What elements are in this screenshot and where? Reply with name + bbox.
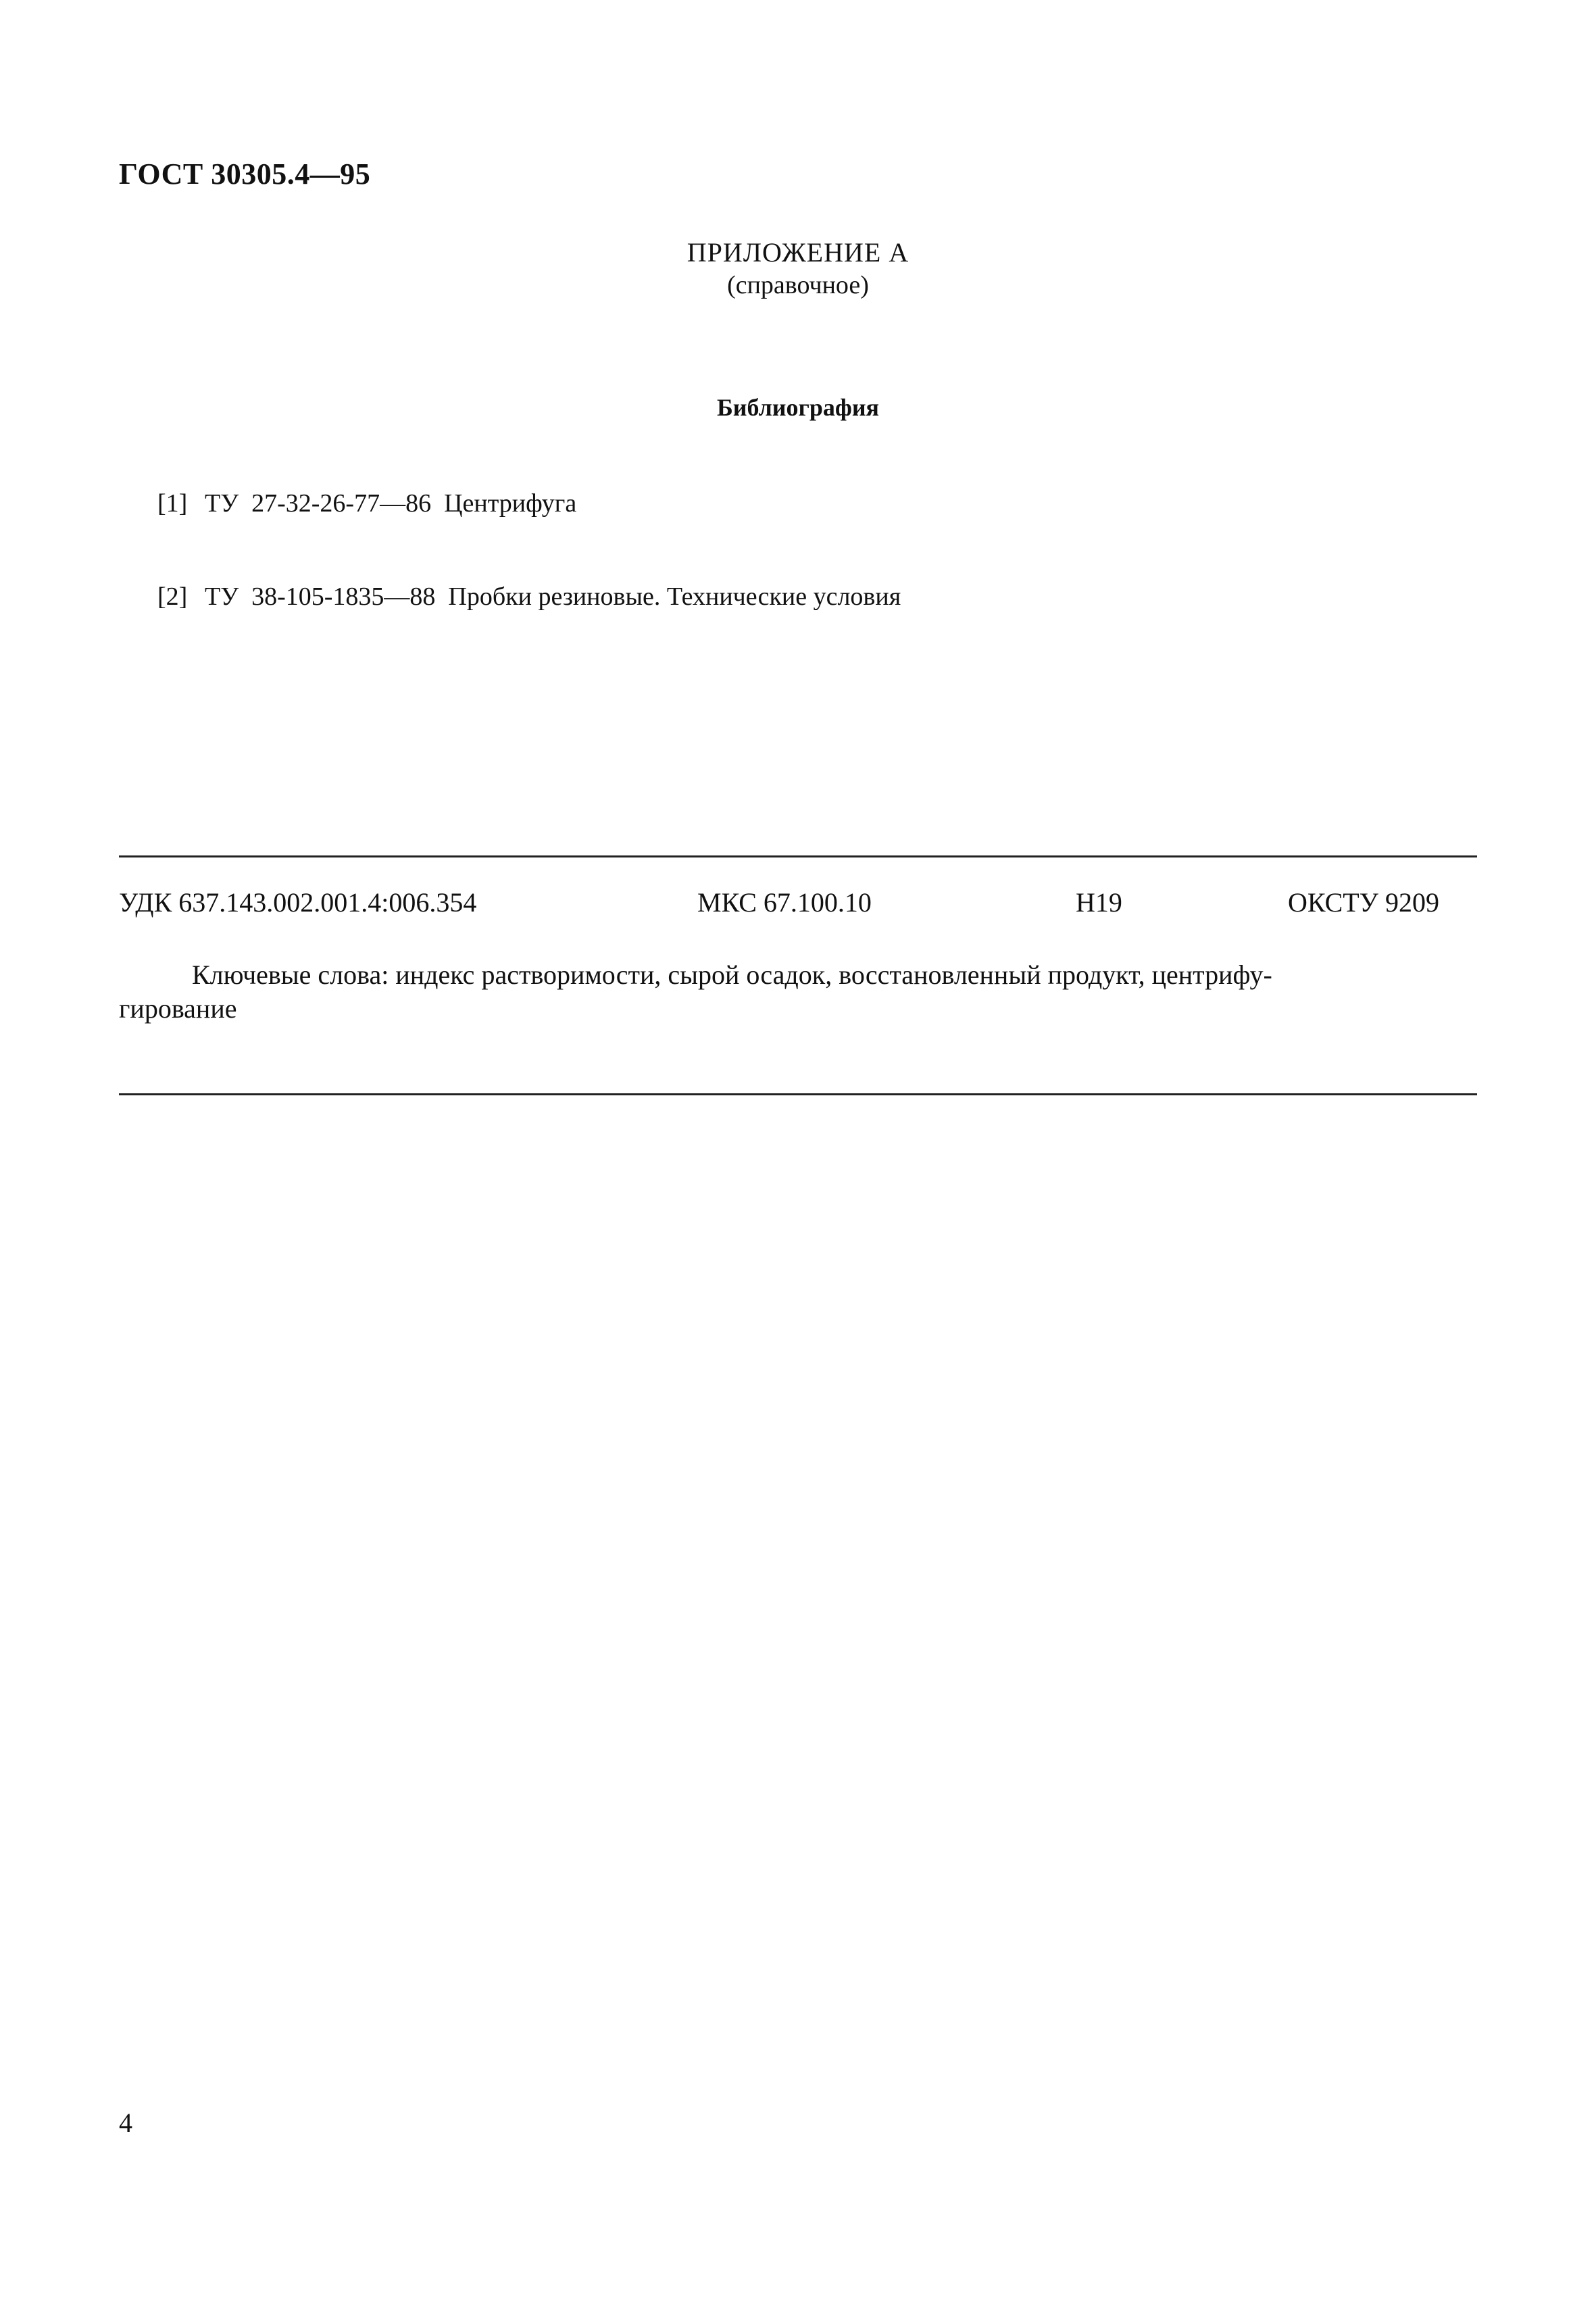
divider-top bbox=[119, 855, 1477, 857]
bibliography-heading: Библиография bbox=[716, 394, 880, 421]
page-number: 4 bbox=[119, 2108, 132, 2138]
reference-text: ТУ 38-105-1835—88 Пробки резиновые. Технические условия bbox=[205, 582, 901, 611]
bibliography-item bbox=[119, 457, 901, 550]
keywords-line: Ключевые слова: индекс растворимости, сырой осадок, восстановленный продукт, центрифу- bbox=[192, 960, 1272, 990]
udc-code: УДК 637.143.002.001.4:006.354 bbox=[119, 887, 477, 918]
appendix-subtitle: (справочное) bbox=[727, 271, 869, 299]
group-code: Н19 bbox=[1076, 887, 1122, 918]
divider-bottom bbox=[119, 1093, 1477, 1095]
document-id: ГОСТ 30305.4—95 bbox=[119, 157, 371, 191]
appendix-title: ПРИЛОЖЕНИЕ А bbox=[687, 237, 909, 268]
bibliography-item bbox=[119, 550, 901, 643]
mks-code: МКС 67.100.10 bbox=[697, 887, 872, 918]
reference-number: [2] bbox=[157, 582, 188, 611]
reference-text: ТУ 27-32-26-77—86 Центрифуга bbox=[205, 489, 577, 518]
appendix-header bbox=[0, 235, 1596, 300]
keywords-line: гирование bbox=[119, 993, 237, 1024]
bibliography-list bbox=[119, 457, 901, 643]
keywords-paragraph bbox=[119, 958, 1477, 1026]
reference-number: [1] bbox=[157, 489, 188, 518]
okstu-code: ОКСТУ 9209 bbox=[1288, 887, 1440, 918]
